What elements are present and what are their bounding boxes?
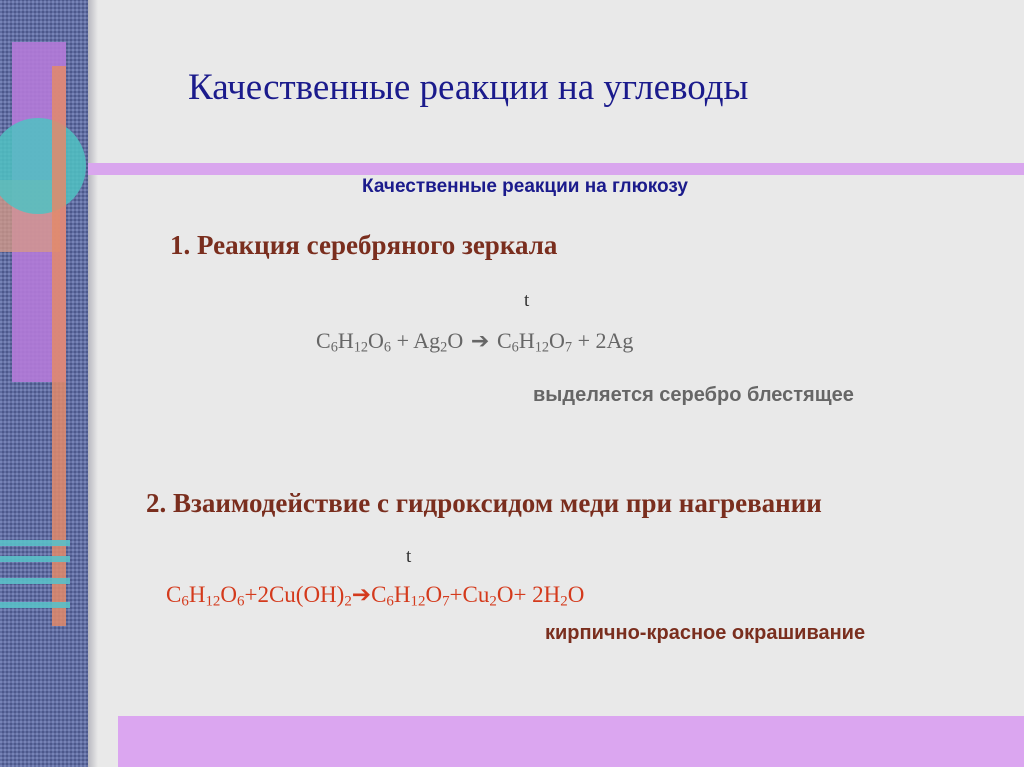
decor-teal-line [0,602,70,608]
reaction-1-note: выделяется серебро блестящее [533,384,854,406]
reaction-2-heading: 2. Взаимодействие с гидроксидом меди при нагревании [146,488,822,518]
reaction-1-equation: $C_6H_{12}O_6 + Ag_2O$ ➔ $C_6H_{12}O_7 + 2Ag$ [316,328,634,356]
reaction-2-equation: $C_6H_{12}O_6+2Cu(OH)_2➔C_6H_{12}O_7+Cu_2O+ 2H_2O$ [166,582,585,610]
decor-teal-line [0,578,70,584]
decor-teal-line [0,540,70,546]
divider-band [88,163,1024,175]
reaction-2-condition: t [406,546,412,567]
footer-band [118,716,1024,767]
reaction-1-condition: t [524,290,530,311]
reaction-arrow-icon: ➔ [351,582,372,608]
reaction-1-heading: 1. Реакция серебряного зеркала [170,230,558,260]
reaction-arrow-icon: ➔ [463,329,497,354]
decor-teal-circle [0,118,86,214]
decor-teal-line [0,556,70,562]
reaction-2-note: кирпично-красное окрашивание [545,622,866,644]
slide-subtitle: Качественные реакции на глюкозу [362,176,688,197]
decorative-side-panel [0,0,88,767]
side-panel-shadow [88,0,98,767]
slide-title: Качественные реакции на углеводы [188,67,749,108]
